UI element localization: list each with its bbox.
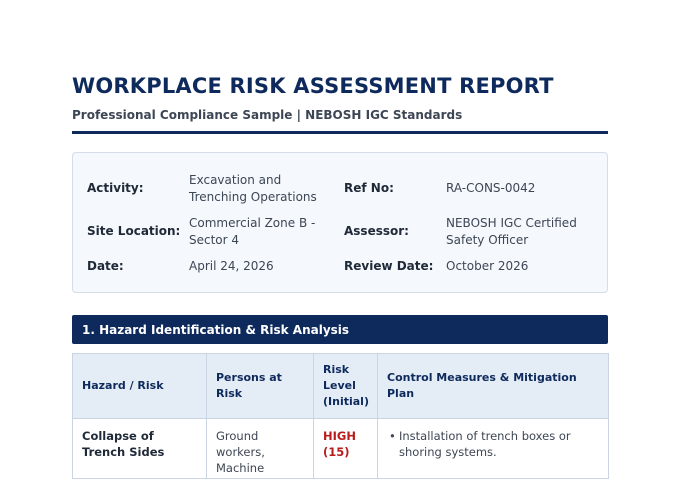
- header-hazard: Hazard / Risk: [73, 354, 207, 419]
- risk-table: [72, 353, 609, 479]
- activity-label: Activity:: [87, 181, 144, 195]
- header-risk-level: Risk Level (Initial): [314, 354, 378, 419]
- site-location-value: Commercial Zone B - Sector 4: [189, 216, 316, 247]
- report-title: WORKPLACE RISK ASSESSMENT REPORT: [72, 74, 554, 98]
- table-row: [73, 419, 609, 479]
- report-subtitle: Professional Compliance Sample | NEBOSH IGC Standards: [72, 108, 463, 122]
- cell-persons: Ground workers, Machine: [207, 419, 314, 479]
- date-value: April 24, 2026: [189, 259, 274, 273]
- info-card: [72, 152, 608, 293]
- ref-value: RA-CONS-0042: [446, 181, 536, 195]
- header-controls: Control Measures & Mitigation Plan: [378, 354, 609, 419]
- header-persons: Persons at Risk: [207, 354, 314, 419]
- ref-label: Ref No:: [344, 181, 394, 195]
- review-date-value: October 2026: [446, 259, 529, 273]
- review-date-label: Review Date:: [344, 259, 434, 273]
- title-divider: [72, 131, 608, 134]
- site-location-label: Site Location:: [87, 224, 181, 238]
- table-header-row: [73, 354, 609, 419]
- list-item: • Installation of trench boxes or shoring systems.: [387, 428, 599, 460]
- assessor-label: Assessor:: [344, 224, 409, 238]
- assessor-value: NEBOSH IGC Certified Safety Officer: [446, 216, 577, 247]
- cell-controls: [378, 419, 609, 479]
- section-header: 1. Hazard Identification & Risk Analysis: [72, 315, 608, 344]
- cell-hazard: Collapse of Trench Sides: [73, 419, 207, 479]
- cell-risk-level: HIGH (15): [314, 419, 378, 479]
- activity-value: Excavation and Trenching Operations: [189, 173, 317, 204]
- date-label: Date:: [87, 259, 124, 273]
- control-measures-list: [387, 428, 599, 460]
